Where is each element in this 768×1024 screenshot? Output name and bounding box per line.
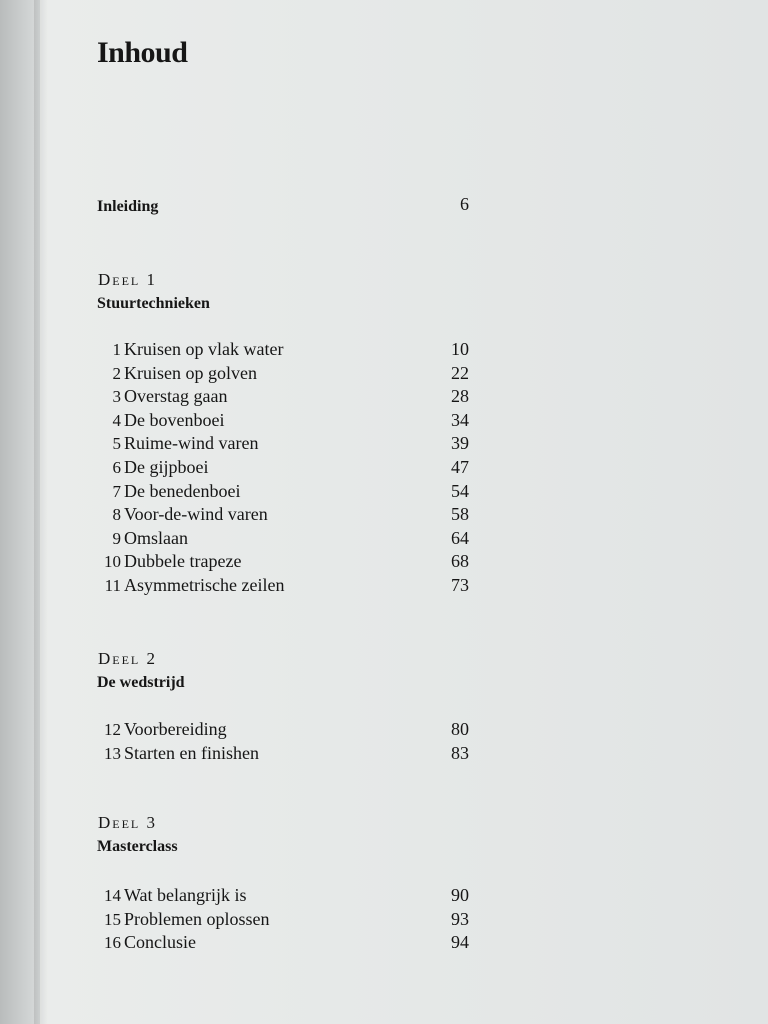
chapter-title: Omslaan [124,527,188,548]
chapter-title: Overstag gaan [124,386,228,407]
chapter-title: Kruisen op vlak water [124,339,284,359]
chapter-page: 28 [451,386,469,407]
chapter-number: 9 [112,528,121,548]
chapter-title: Starten en finishen [124,742,259,763]
part-1-chapter-list [97,338,469,598]
chapter-page: 54 [451,480,469,501]
toc-row [97,884,469,908]
toc-intro-page: 6 [460,194,469,214]
chapter-number: 6 [112,457,121,477]
part-3-chapter-list [97,884,469,955]
chapter-number: 12 [104,720,121,739]
part-2-label: Deel 2 [98,649,158,668]
chapter-title: De benedenboei [124,480,241,501]
toc-row [97,338,469,362]
part-1-label: Deel 1 [98,270,158,289]
chapter-title: Dubbele trapeze [124,551,242,572]
chapter-page: 39 [451,433,469,454]
part-2-chapter-list [97,718,469,765]
chapter-number: 15 [104,909,121,929]
chapter-page: 80 [451,719,469,739]
toc-row [97,742,469,766]
chapter-page: 68 [451,551,469,572]
toc-row [97,908,469,932]
toc-row [97,527,469,551]
toc-intro-entry [97,194,469,216]
chapter-number: 1 [112,340,121,359]
toc-row [97,931,469,955]
chapter-number: 10 [104,552,121,572]
chapter-number: 11 [104,575,121,595]
toc-row [97,503,469,527]
chapter-page: 94 [451,932,469,953]
part-1-title: Stuurtechnieken [97,295,210,312]
chapter-page: 10 [451,339,469,359]
chapter-title: Asymmetrische zeilen [124,574,285,595]
toc-row [97,385,469,409]
chapter-page: 34 [451,409,469,430]
chapter-title: De bovenboei [124,409,225,430]
chapter-title: Ruime-wind varen [124,433,259,454]
chapter-title: De gijpboei [124,456,209,477]
chapter-page: 22 [451,362,469,383]
chapter-number: 8 [112,505,121,525]
toc-row [97,574,469,598]
chapter-number: 3 [112,387,121,407]
chapter-number: 7 [112,481,121,501]
page-title: Inhoud [97,36,188,69]
toc-row [97,409,469,433]
part-3-label: Deel 3 [98,813,158,832]
chapter-page: 90 [451,885,469,905]
chapter-page: 93 [451,908,469,929]
chapter-page: 58 [451,504,469,525]
part-2-title: De wedstrijd [97,674,185,691]
part-3-title: Masterclass [97,838,178,855]
chapter-number: 2 [112,363,121,383]
toc-row [97,432,469,456]
toc-row [97,718,469,742]
chapter-title: Conclusie [124,932,196,953]
toc-row [97,550,469,574]
chapter-number: 4 [112,410,121,430]
page-shadow [34,0,48,1024]
chapter-title: Voorbereiding [124,719,227,739]
chapter-page: 64 [451,527,469,548]
chapter-title: Problemen oplossen [124,908,270,929]
toc-row [97,362,469,386]
chapter-title: Voor-de-wind varen [124,504,268,525]
toc-row [97,456,469,480]
chapter-title: Wat belangrijk is [124,885,247,905]
toc-row [97,480,469,504]
chapter-number: 13 [104,743,121,763]
chapter-number: 14 [104,886,121,905]
chapter-title: Kruisen op golven [124,362,257,383]
chapter-page: 73 [451,574,469,595]
toc-intro-label: Inleiding [97,198,159,215]
chapter-number: 5 [112,434,121,454]
chapter-number: 16 [104,933,121,953]
chapter-page: 47 [451,456,469,477]
chapter-page: 83 [451,742,469,763]
